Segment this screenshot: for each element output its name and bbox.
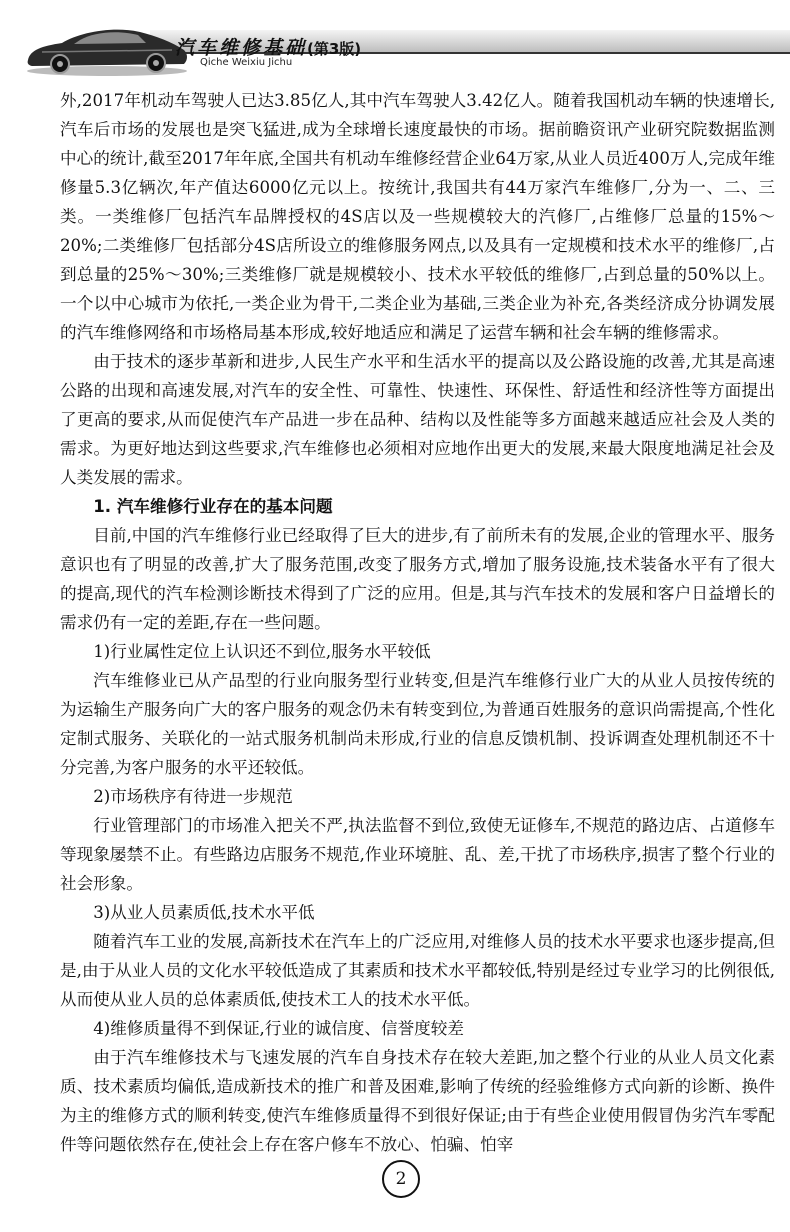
subsection-heading: 3)从业人员素质低,技术水平低 bbox=[93, 903, 315, 922]
subsection-heading: 1)行业属性定位上认识还不到位,服务水平较低 bbox=[93, 642, 431, 661]
paragraph: 行业管理部门的市场准入把关不严,执法监督不到位,致使无证修车,不规范的路边店、占道修车等现象屡禁不止。有些路边店服务不规范,作业环境脏、乱、差,干扰了市场秩序,损害了整个行业的社会形象。 bbox=[60, 816, 775, 893]
paragraph: 由于汽车维修技术与飞速发展的汽车自身技术存在较大差距,加之整个行业的从业人员文化素质、技术素质均偏低,造成新技术的推广和普及困难,影响了传统的经验维修方式向新的诊断、换件为主的维修方式的顺利转变,使汽车维修质量得不到很好保证;由于有些企业使用假冒伪劣汽车零配件等问题依然存在,使社会上存在客户修车不放心、怕骗、怕宰 bbox=[60, 1048, 775, 1154]
page-number: 2 bbox=[382, 1160, 420, 1198]
paragraph: 随着汽车工业的发展,高新技术在汽车上的广泛应用,对维修人员的技术水平要求也逐步提高,但是,由于从业人员的文化水平较低造成了其素质和技术水平都较低,特别是经过专业学习的比例很低,从而使从业人员的总体素质低,使技术工人的技术水平低。 bbox=[60, 932, 775, 1009]
paragraph: 外,2017年机动车驾驶人已达3.85亿人,其中汽车驾驶人3.42亿人。随着我国机动车辆的快速增长,汽车后市场的发展也是突飞猛进,成为全球增长速度最快的市场。据前瞻资讯产业研究院数据监测中心的统计,截至2017年年底,全国共有机动车维修经营企业64万家,从业人员近400万人,完成年维修量5.3亿辆次,年产值达6000亿元以上。按统计,我国共有44万家汽车维修厂,分为一、二、三类。一类维修厂包括汽车品牌授权的4S店以及一些规模较大的汽修厂,占维修厂总量的15%～20%;二类维修厂包括部分4S店所设立的维修服务网点,以及具有一定规模和技术水平的维修厂,占到总量的25%～30%;三类维修厂就是规模较小、技术水平较低的维修厂,占到总量的50%以上。一个以中心城市为依托,一类企业为骨干,二类企业为基础,三类企业为补充,各类经济成分协调发展的汽车维修网络和市场格局基本形成,较好地适应和满足了运营车辆和社会车辆的维修需求。 bbox=[60, 91, 775, 342]
book-title-text: 汽车维修基础 bbox=[175, 37, 308, 59]
paragraph: 汽车维修业已从产品型的行业向服务型行业转变,但是汽车维修行业广大的从业人员按传统的为运输生产服务向广大的客户服务的观念仍未有转变到位,为普通百姓服务的意识尚需提高,个性化定制式服务、关联化的一站式服务机制尚未形成,行业的信息反馈机制、投诉调查处理机制还不十分完善,为客户服务的水平还较低。 bbox=[60, 671, 775, 777]
paragraph: 目前,中国的汽车维修行业已经取得了巨大的进步,有了前所未有的发展,企业的管理水平、服务意识也有了明显的改善,扩大了服务范围,改变了服务方式,增加了服务设施,技术装备水平有了很大的提高,现代的汽车检测诊断技术得到了广泛的应用。但是,其与汽车技术的发展和客户日益增长的需求仍有一定的差距,存在一些问题。 bbox=[60, 526, 775, 632]
subsection-heading: 2)市场秩序有待进一步规范 bbox=[93, 787, 293, 806]
book-title-pinyin: Qiche Weixiu Jichu bbox=[200, 57, 293, 68]
sports-car-illustration bbox=[22, 16, 192, 78]
paragraph: 由于技术的逐步革新和进步,人民生产水平和生活水平的提高以及公路设施的改善,尤其是高速公路的出现和高速发展,对汽车的安全性、可靠性、快速性、环保性、舒适性和经济性等方面提出了更高的要求,从而促使汽车产品进一步在品种、结构以及性能等多方面越来越适应社会及人类的需求。为更好地达到这些要求,汽车维修也必须相对应地作出更大的发展,来最大限度地满足社会及人类发展的需求。 bbox=[60, 352, 775, 487]
page-header bbox=[0, 0, 790, 90]
book-edition: (第3版) bbox=[307, 40, 362, 58]
subsection-heading: 4)维修质量得不到保证,行业的诚信度、信誉度较差 bbox=[93, 1019, 464, 1038]
page-body bbox=[60, 86, 775, 1159]
section-heading: 1. 汽车维修行业存在的基本问题 bbox=[93, 497, 333, 516]
book-title bbox=[175, 33, 361, 60]
